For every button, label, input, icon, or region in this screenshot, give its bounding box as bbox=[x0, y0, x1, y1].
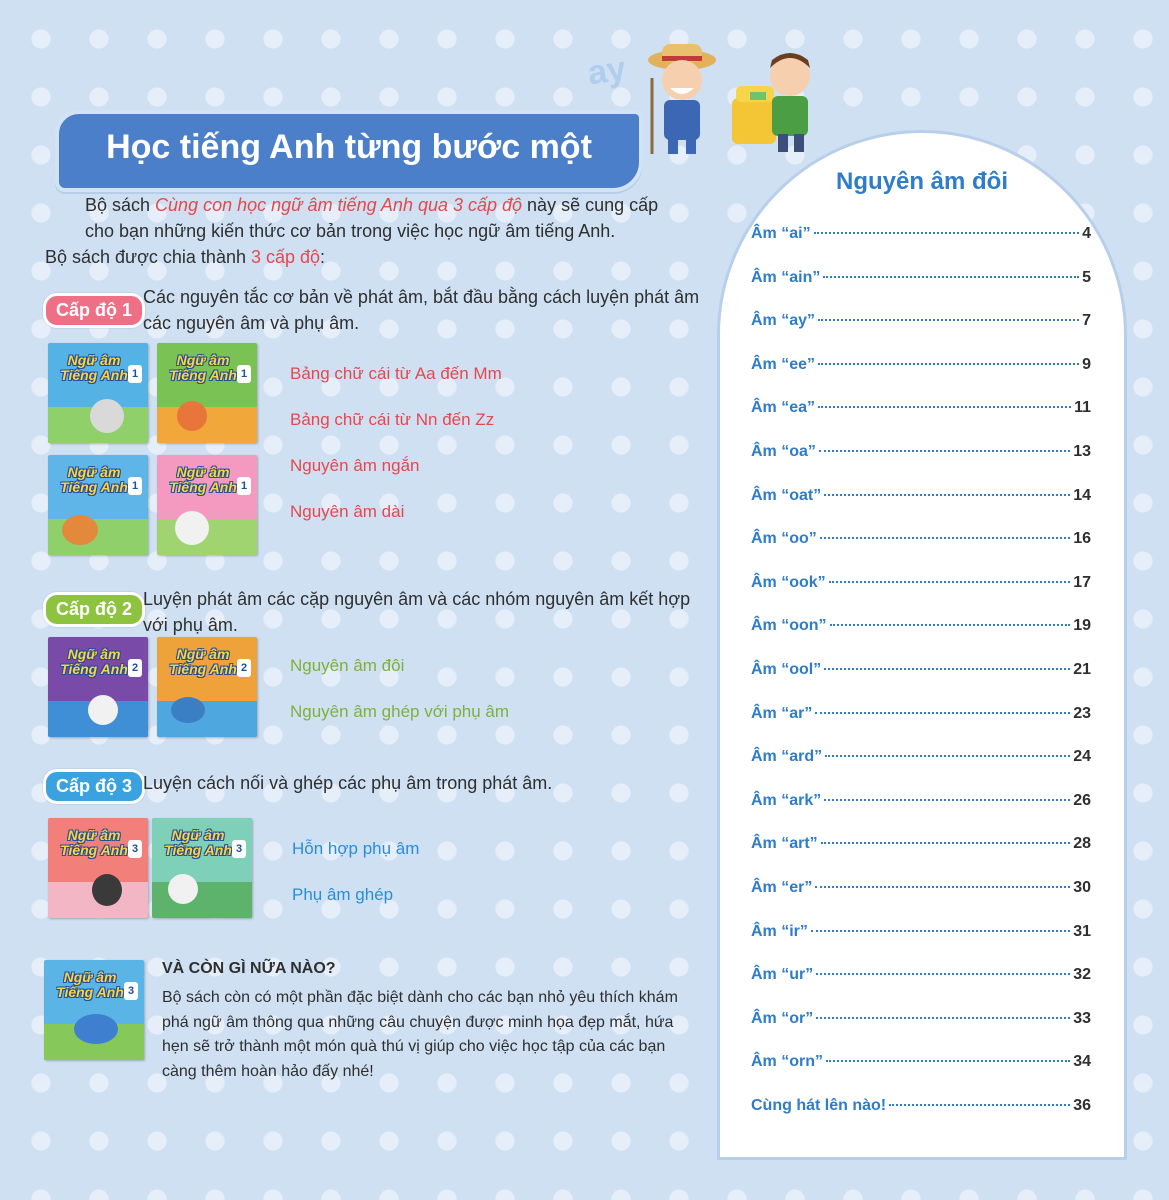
toc-entry-page: 19 bbox=[1073, 617, 1091, 635]
toc-entry-label: Âm “art” bbox=[751, 835, 818, 853]
toc-entry-label: Âm “oat” bbox=[751, 486, 822, 504]
toc-entry-label: Âm “ook” bbox=[751, 573, 826, 591]
book-cover bbox=[48, 343, 148, 443]
book-item: Nguyên âm ghép với phụ âm bbox=[290, 702, 510, 721]
book-cover-level: 3 bbox=[128, 840, 142, 858]
level-1-badge: Cấp độ 1 bbox=[43, 293, 145, 328]
toc-entry-label: Âm “ur” bbox=[751, 966, 814, 984]
toc-entry bbox=[751, 748, 1091, 792]
toc-entry-page: 32 bbox=[1073, 966, 1091, 984]
toc-entry bbox=[751, 792, 1091, 836]
book-cover bbox=[48, 637, 148, 737]
book-cover-title: Ngữ âm Tiếng Anh bbox=[169, 352, 237, 383]
toc-entry-page: 26 bbox=[1073, 791, 1091, 809]
toc-entry-label: Âm “oa” bbox=[751, 442, 816, 460]
book-cover bbox=[152, 818, 252, 918]
toc-entry-label: Âm “orn” bbox=[751, 1053, 823, 1071]
book-cover-level: 1 bbox=[128, 365, 142, 383]
book-cover-title: Ngữ âm Tiếng Anh bbox=[56, 969, 124, 1000]
book-cover-level: 2 bbox=[128, 659, 142, 677]
toc-entry bbox=[751, 574, 1091, 618]
intro-p1-pre: Bộ sách bbox=[85, 195, 156, 215]
intro-p2-post: : bbox=[320, 247, 326, 267]
more-section-title: VÀ CÒN GÌ NỮA NÀO? bbox=[162, 960, 336, 977]
page-title: Học tiếng Anh từng bước một bbox=[106, 128, 592, 166]
toc-entry bbox=[751, 1010, 1091, 1054]
toc-entry bbox=[751, 835, 1091, 879]
toc-entry-label: Âm “or” bbox=[751, 1009, 814, 1027]
toc-entry bbox=[751, 356, 1091, 400]
toc-entry-label: Âm “ay” bbox=[751, 312, 816, 330]
book-item: Bảng chữ cái từ Aa đến Mm bbox=[290, 364, 502, 383]
book-cover-title: Ngữ âm Tiếng Anh bbox=[60, 464, 128, 495]
toc-entry bbox=[751, 879, 1091, 923]
toc-entry bbox=[751, 617, 1091, 661]
series-name: Cùng con học ngữ âm tiếng Anh qua 3 cấp độ bbox=[155, 195, 523, 215]
book-cover-level: 2 bbox=[237, 659, 251, 677]
toc-entry-page: 17 bbox=[1073, 573, 1091, 591]
toc-entry-label: Âm “ark” bbox=[751, 791, 822, 809]
toc-entry bbox=[751, 705, 1091, 749]
toc-entry bbox=[751, 923, 1091, 967]
toc-entry-page: 16 bbox=[1073, 530, 1091, 548]
toc-entry-page: 30 bbox=[1073, 878, 1091, 896]
toc-entry-label: Âm “ool” bbox=[751, 660, 822, 678]
table-of-contents bbox=[717, 130, 1127, 1160]
book-cover-title: Ngữ âm Tiếng Anh bbox=[164, 827, 232, 858]
toc-entry bbox=[751, 1097, 1091, 1141]
book-cover bbox=[157, 455, 257, 555]
level-2-badge: Cấp độ 2 bbox=[43, 592, 145, 627]
levels-count: 3 cấp độ bbox=[250, 247, 321, 267]
toc-entry-page: 34 bbox=[1073, 1053, 1091, 1071]
farmer-and-boy-illustration bbox=[640, 38, 820, 163]
intro-p2-pre: Bộ sách được chia thành bbox=[45, 247, 251, 267]
toc-entry-page: 7 bbox=[1082, 312, 1091, 330]
book-item: Nguyên âm dài bbox=[290, 502, 405, 521]
book-item: Nguyên âm đôi bbox=[290, 656, 405, 675]
intro-text bbox=[45, 192, 685, 270]
book-cover-level: 3 bbox=[232, 840, 246, 858]
toc-entry bbox=[751, 661, 1091, 705]
book-cover-level: 3 bbox=[124, 982, 138, 1000]
level-2-description: Luyện phát âm các cặp nguyên âm và các nhóm nguyên âm kết hợp với phụ âm. bbox=[143, 589, 691, 635]
toc-entry-label: Âm “ir” bbox=[751, 922, 808, 940]
toc-entry-label: Âm “er” bbox=[751, 878, 813, 896]
book-cover bbox=[44, 960, 144, 1060]
book-cover bbox=[157, 637, 257, 737]
toc-entry bbox=[751, 487, 1091, 531]
toc-entry-page: 23 bbox=[1073, 704, 1091, 722]
toc-list bbox=[751, 225, 1091, 1140]
title-banner bbox=[55, 110, 643, 192]
more-section-text: Bộ sách còn có một phần đặc biệt dành cho các bạn nhỏ yêu thích khám phá ngữ âm thông qua những câu chuyện được minh họa đẹp mắt, hứa hẹn sẽ trở thành một món quà thú vị giúp cho việc học tập của các bạn càng thêm hoàn hảo đấy nhé! bbox=[162, 989, 678, 1080]
toc-entry bbox=[751, 1053, 1091, 1097]
toc-entry-page: 24 bbox=[1073, 748, 1091, 766]
toc-entry-label: Âm “ar” bbox=[751, 704, 813, 722]
book-item: Hỗn hợp phụ âm bbox=[292, 839, 420, 858]
book-cover bbox=[48, 818, 148, 918]
toc-entry-page: 28 bbox=[1073, 835, 1091, 853]
toc-entry-page: 21 bbox=[1073, 660, 1091, 678]
toc-entry-page: 31 bbox=[1073, 922, 1091, 940]
toc-entry bbox=[751, 530, 1091, 574]
book-cover-title: Ngữ âm Tiếng Anh bbox=[60, 827, 128, 858]
toc-entry-page: 33 bbox=[1073, 1009, 1091, 1027]
toc-entry-label: Âm “oon” bbox=[751, 617, 827, 635]
toc-entry bbox=[751, 312, 1091, 356]
toc-entry-label: Âm “ard” bbox=[751, 748, 823, 766]
toc-entry-page: 5 bbox=[1082, 268, 1091, 286]
toc-title: Nguyên âm đôi bbox=[835, 168, 1009, 195]
book-item: Phụ âm ghép bbox=[292, 885, 394, 904]
toc-entry-label: Âm “ee” bbox=[751, 355, 816, 373]
toc-entry-label: Âm “oo” bbox=[751, 530, 817, 548]
toc-entry-label: Âm “ain” bbox=[751, 268, 821, 286]
book-cover-title: Ngữ âm Tiếng Anh bbox=[60, 352, 128, 383]
toc-entry-label: Âm “ai” bbox=[751, 225, 811, 242]
book-cover bbox=[48, 455, 148, 555]
level-3-badge: Cấp độ 3 bbox=[43, 769, 145, 804]
toc-entry-page: 36 bbox=[1073, 1096, 1091, 1114]
toc-entry bbox=[751, 225, 1091, 269]
toc-entry-page: 13 bbox=[1073, 442, 1091, 460]
toc-entry bbox=[751, 443, 1091, 487]
decor-ay-text: ay bbox=[585, 49, 629, 93]
toc-entry-label: Cùng hát lên nào! bbox=[751, 1096, 887, 1114]
book-item: Nguyên âm ngắn bbox=[290, 456, 420, 475]
toc-entry-page: 14 bbox=[1073, 486, 1091, 504]
level-1-description: Các nguyên tắc cơ bản về phát âm, bắt đầu bằng cách luyện phát âm các nguyên âm và phụ âm. bbox=[143, 287, 700, 333]
book-cover-title: Ngữ âm Tiếng Anh bbox=[169, 464, 237, 495]
toc-entry-page: 9 bbox=[1082, 355, 1091, 373]
book-cover-level: 1 bbox=[237, 365, 251, 383]
toc-entry bbox=[751, 269, 1091, 313]
book-cover bbox=[157, 343, 257, 443]
book-cover-title: Ngữ âm Tiếng Anh bbox=[60, 646, 128, 677]
toc-entry bbox=[751, 966, 1091, 1010]
book-cover-level: 1 bbox=[237, 477, 251, 495]
toc-entry bbox=[751, 399, 1091, 443]
book-cover-title: Ngữ âm Tiếng Anh bbox=[169, 646, 237, 677]
toc-entry-label: Âm “ea” bbox=[751, 399, 816, 417]
toc-entry-page: 11 bbox=[1074, 399, 1091, 417]
toc-entry-page: 4 bbox=[1082, 225, 1091, 242]
level-3-description: Luyện cách nối và ghép các phụ âm trong phát âm. bbox=[143, 773, 553, 793]
book-cover-level: 1 bbox=[128, 477, 142, 495]
intro-p1-post: này sẽ cung cấp cho bạn những kiến thức cơ bản trong việc học ngữ âm tiếng Anh. bbox=[85, 195, 659, 241]
book-item: Bảng chữ cái từ Nn đến Zz bbox=[290, 410, 495, 429]
